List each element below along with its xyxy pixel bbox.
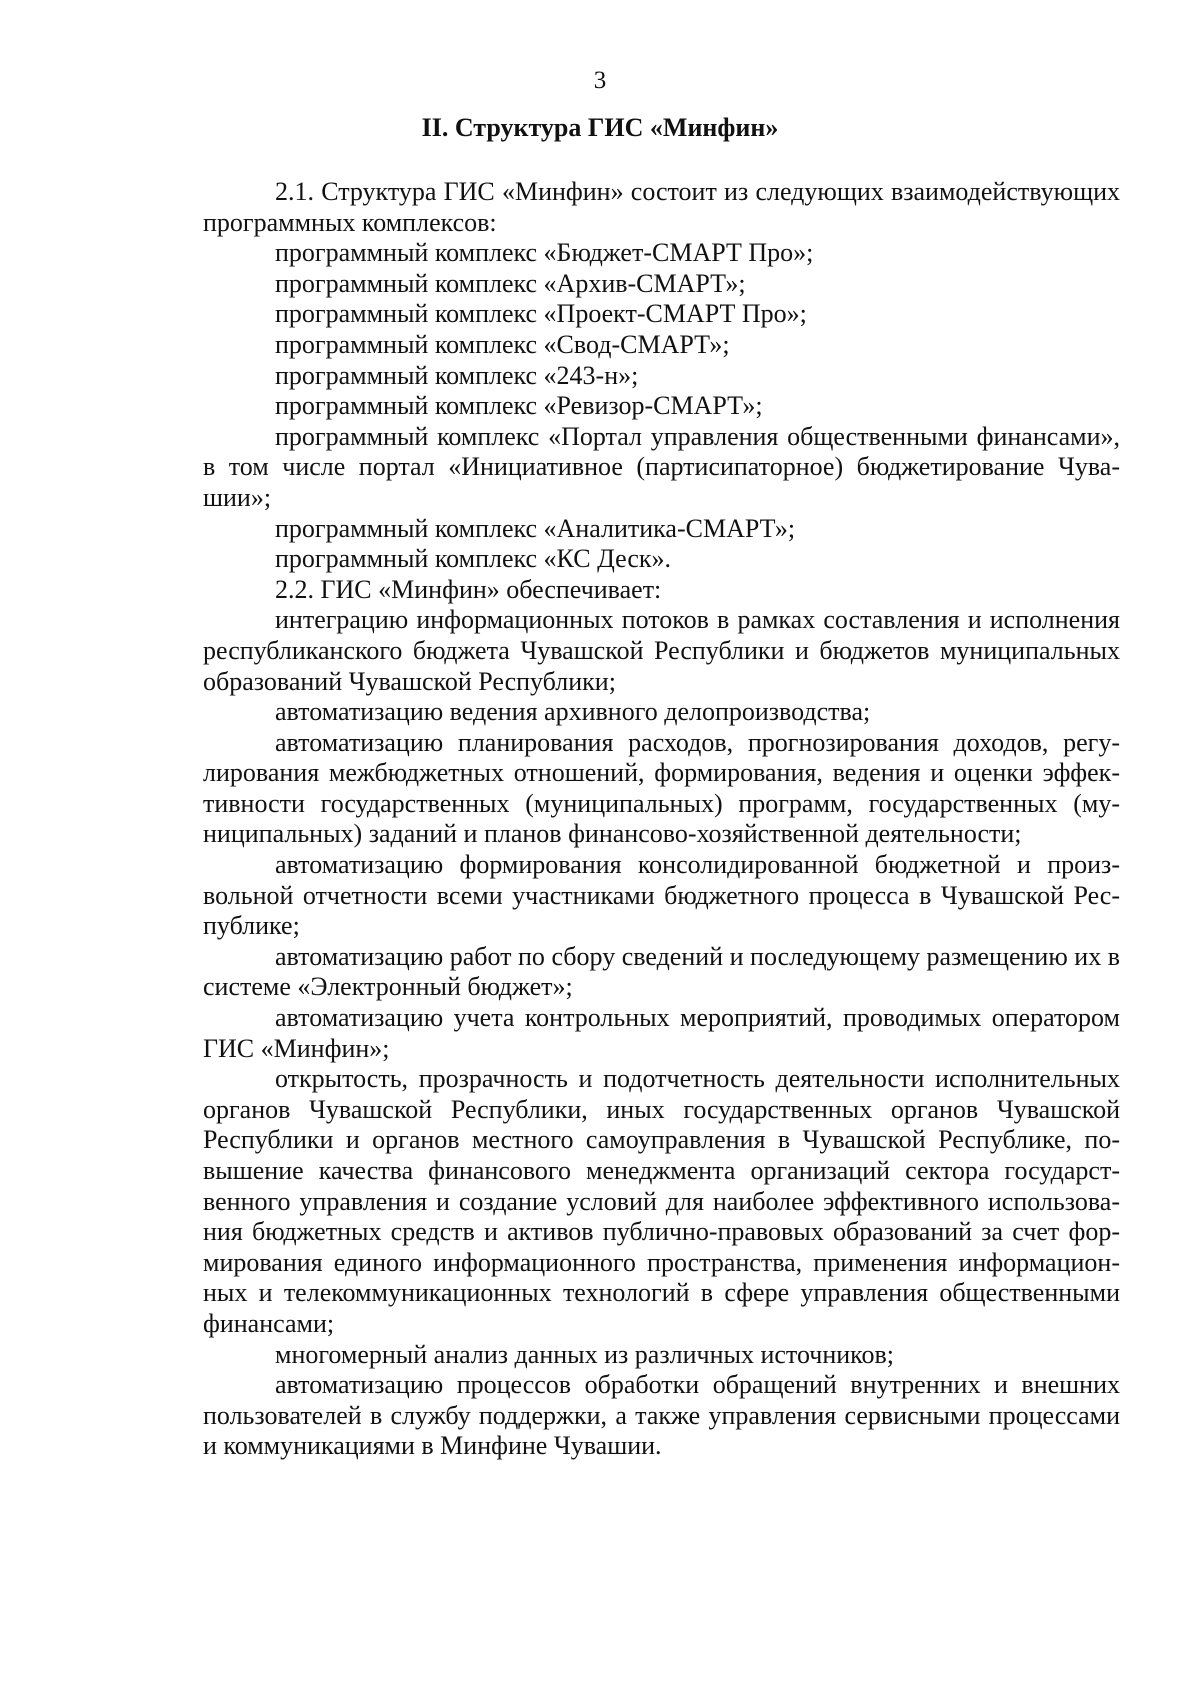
list-item-multidimensional-analysis: многомерный анализ данных из различных источников; — [275, 1339, 894, 1369]
list-item-control-events: автоматизацию учета контрольных мероприятий, проводимых оператором ГИС «Минфин»; — [203, 1003, 1120, 1063]
list-item-data-collection: автоматизацию работ по сбору сведений и последующему размещению их в системе «Электронный бюджет»; — [203, 941, 1120, 1002]
section-title: II. Структура ГИС «Минфин» — [421, 113, 779, 142]
list-item-243n: программный комплекс «243-н»; — [275, 360, 639, 390]
list-item-svod-smart: программный комплекс «Свод-СМАРТ»; — [275, 329, 730, 359]
list-item-portal: программный комплекс «Портал управления общественными финансами», в том числе портал «Инициативное (партисипаторное) бюджетирование Чувашии»; — [203, 421, 1120, 512]
list-item-budget-smart-pro: программный комплекс «Бюджет-СМАРТ Про»; — [275, 238, 814, 268]
list-item-reporting-automation: автоматизацию формирования консолидированной бюджетной и произвольной отчетности всеми участниками бюджетного процесса в Чувашской Республике; — [203, 850, 1120, 941]
list-item-archive-automation: автоматизацию ведения архивного делопроизводства; — [275, 697, 871, 727]
list-item-archive-smart: программный комплекс «Архив-СМАРТ»; — [275, 268, 746, 298]
list-item-transparency: открытость, прозрачность и подотчетность деятельности исполнительных органов Чувашской Республики, иных государственных органов Чувашской Республики и органов местного самоуправления в Чувашской Республике, повышение качества финансового менеджмента организаций сектора государственного управления и создание условий для наиболее эффективного использования бюджетных средств и активов публично-правовых образований за счет формирования единого информационного пространства, применения информационных и телекоммуникационных технологий в сфере управления общественными финансами; — [203, 1064, 1120, 1338]
list-item-revizor-smart: программный комплекс «Ревизор-СМАРТ»; — [275, 391, 763, 421]
page-number: 3 — [593, 67, 607, 94]
paragraph-2-1: 2.1. Структура ГИС «Минфин» состоит из следующих взаимодействующих программных комплексов: — [203, 177, 1120, 237]
body-text — [203, 177, 1120, 1462]
list-item-ks-desk: программный комплекс «КС Деск». — [275, 544, 671, 574]
list-item-integration: интеграцию информационных потоков в рамках составления и исполнения республиканского бюджета Чувашской Республики и бюджетов муниципальных образований Чувашской Республики; — [203, 605, 1120, 696]
list-item-support-automation: автоматизацию процессов обработки обращений внутренних и внешних пользователей в службу поддержки, а также управления сервисными процессами и коммуникациями в Минфине Чувашии. — [203, 1370, 1120, 1461]
list-item-planning-automation: автоматизацию планирования расходов, прогнозирования доходов, регулирования межбюджетных отношений, формирования, ведения и оценки эффективности государственных (муниципальных) программ, государственных (муниципальных) заданий и планов финансово-хозяйственной деятельности; — [203, 727, 1120, 849]
paragraph-2-2: 2.2. ГИС «Минфин» обеспечивает: — [275, 574, 662, 604]
list-item-analytics-smart: программный комплекс «Аналитика-СМАРТ»; — [275, 513, 796, 543]
list-item-project-smart-pro: программный комплекс «Проект-СМАРТ Про»; — [275, 299, 807, 329]
